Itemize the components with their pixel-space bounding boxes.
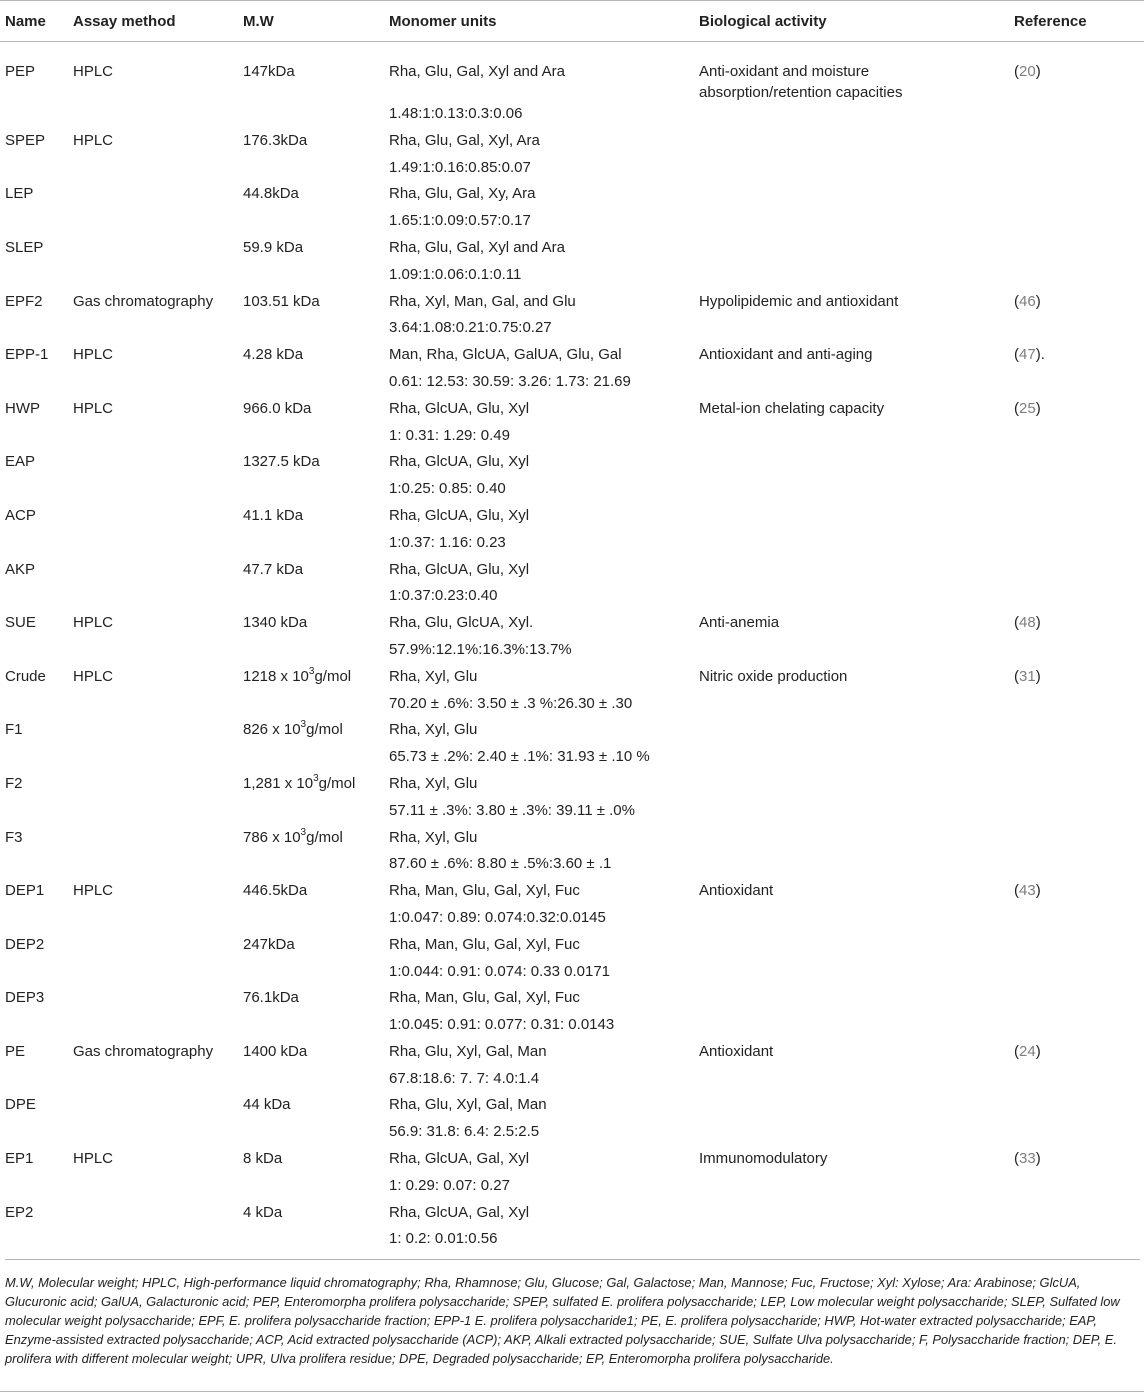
cell-assay-method: HPLC <box>73 131 114 149</box>
cell-reference <box>1014 344 1144 398</box>
reference-paren: ( <box>1014 63 1019 80</box>
table-row <box>0 291 1144 345</box>
monomer-list: Rha, GlcUA, Glu, Xyl <box>389 399 530 417</box>
reference-paren: ) <box>1035 667 1041 685</box>
column-header-biological-activity: Biological activity <box>699 1 1014 42</box>
monomer-ratio: 1.48:1:0.13:0.3:0.06 <box>389 105 523 122</box>
mw-value: 247kDa <box>243 935 295 953</box>
cell-monomer-units <box>389 1202 699 1267</box>
table-row <box>0 719 1144 773</box>
cell-mw <box>243 1041 389 1095</box>
cell-mw <box>243 987 389 1041</box>
table-row <box>0 987 1144 1041</box>
cell-monomer-units <box>389 1094 699 1148</box>
cell-biological-activity <box>699 451 1014 505</box>
reference-paren: ( <box>1014 292 1019 310</box>
cell-biological-activity <box>699 719 1014 773</box>
cell-name: PEP <box>5 63 36 80</box>
cell-assay-method: HPLC <box>73 1150 114 1168</box>
cell-mw <box>243 666 389 720</box>
cell-monomer-units <box>389 934 699 988</box>
mw-value: 176.3kDa <box>243 131 308 149</box>
cell-name: SUE <box>5 614 36 632</box>
reference-link[interactable]: 43 <box>1019 882 1036 900</box>
reference-paren: ( <box>1014 882 1019 900</box>
mw-value: 1218 x 10 <box>243 667 309 685</box>
cell-name: SLEP <box>5 238 44 256</box>
mw-unit: g/mol <box>306 721 343 739</box>
cell-mw <box>243 559 389 613</box>
mw-exponent: 3 <box>300 719 307 731</box>
cell-name: SPEP <box>5 131 46 149</box>
cell-biological-activity <box>699 827 1014 881</box>
cell-reference <box>1014 130 1144 184</box>
cell-monomer-units <box>389 1041 699 1095</box>
reference-link[interactable]: 33 <box>1019 1150 1036 1168</box>
mw-value: 1340 kDa <box>243 614 308 632</box>
cell-name: Crude <box>5 667 46 685</box>
cell-monomer-units <box>389 1148 699 1202</box>
cell-reference <box>1014 505 1144 559</box>
cell-assay-method: HPLC <box>73 882 114 900</box>
table-row <box>0 451 1144 505</box>
cell-monomer-units <box>389 827 699 881</box>
monomer-ratio: 1:0.047: 0.89: 0.074:0.32:0.0145 <box>389 908 606 926</box>
monomer-list: Rha, Glu, Gal, Xy, Ara <box>389 185 536 203</box>
monomer-ratio: 1: 0.31: 1.29: 0.49 <box>389 426 510 444</box>
cell-biological-activity: Anti-oxidant and moisture absorption/retention capacities <box>699 63 903 101</box>
monomer-ratio: 67.8:18.6: 7. 7: 4.0:1.4 <box>389 1069 540 1087</box>
cell-biological-activity: Anti-anemia <box>699 614 780 632</box>
table-row <box>0 1202 1144 1267</box>
mw-value: 103.51 kDa <box>243 292 320 310</box>
cell-monomer-units <box>389 130 699 184</box>
cell-reference <box>1014 719 1144 773</box>
cell-name: F1 <box>5 721 23 739</box>
cell-name: EAP <box>5 453 36 471</box>
cell-mw <box>243 934 389 988</box>
monomer-list: Rha, Xyl, Glu <box>389 721 478 739</box>
monomer-list: Rha, Glu, Gal, Xyl, Ara <box>389 131 540 149</box>
cell-mw <box>243 505 389 559</box>
cell-reference <box>1014 451 1144 505</box>
cell-monomer-units <box>389 612 699 666</box>
monomer-ratio: 65.73 ± .2%: 2.40 ± .1%: 31.93 ± .10 % <box>389 748 650 766</box>
mw-value: 147kDa <box>243 63 295 80</box>
cell-name: DEP2 <box>5 935 45 953</box>
cell-monomer-units <box>389 719 699 773</box>
reference-paren: ( <box>1014 346 1019 364</box>
cell-monomer-units <box>389 773 699 827</box>
reference-link[interactable]: 25 <box>1019 399 1036 417</box>
cell-mw <box>243 42 389 130</box>
monomer-ratio: 1: 0.29: 0.07: 0.27 <box>389 1176 510 1194</box>
cell-name: HWP <box>5 399 40 417</box>
cell-name: DEP1 <box>5 882 45 900</box>
mw-unit: g/mol <box>306 828 343 846</box>
cell-name: ACP <box>5 506 36 524</box>
cell-biological-activity: Nitric oxide production <box>699 667 848 685</box>
cell-reference <box>1014 398 1144 452</box>
cell-reference <box>1014 42 1144 130</box>
reference-paren: ) <box>1035 292 1041 310</box>
cell-name: EP1 <box>5 1150 34 1168</box>
cell-assay-method: HPLC <box>73 346 114 364</box>
cell-name: PE <box>5 1042 26 1060</box>
reference-paren: ( <box>1014 399 1019 417</box>
cell-biological-activity <box>699 183 1014 237</box>
cell-reference <box>1014 612 1144 666</box>
mw-value: 44.8kDa <box>243 185 299 203</box>
monomer-ratio: 1: 0.2: 0.01:0.56 <box>389 1230 498 1248</box>
monomer-list: Rha, Glu, Xyl, Gal, Man <box>389 1042 547 1060</box>
monomer-list: Rha, Man, Glu, Gal, Xyl, Fuc <box>389 989 580 1007</box>
cell-assay-method <box>73 505 243 559</box>
table-row <box>0 344 1144 398</box>
mw-value: 76.1kDa <box>243 989 299 1007</box>
cell-name: LEP <box>5 185 34 203</box>
cell-mw <box>243 1148 389 1202</box>
monomer-list: Rha, GlcUA, Gal, Xyl <box>389 1203 530 1221</box>
cell-mw <box>243 183 389 237</box>
cell-reference <box>1014 1041 1144 1095</box>
cell-biological-activity <box>699 934 1014 988</box>
table-row <box>0 130 1144 184</box>
monomer-list: Man, Rha, GlcUA, GalUA, Glu, Gal <box>389 346 622 364</box>
table-row <box>0 880 1144 934</box>
cell-reference <box>1014 183 1144 237</box>
table-row <box>0 612 1144 666</box>
reference-paren: ) <box>1035 399 1041 417</box>
table-row <box>0 773 1144 827</box>
column-header-reference: Reference <box>1014 1 1144 42</box>
reference-paren: ) <box>1035 614 1041 632</box>
cell-name: F2 <box>5 774 23 792</box>
mw-value: 4.28 kDa <box>243 346 304 364</box>
cell-biological-activity <box>699 559 1014 613</box>
monomer-ratio: 57.9%:12.1%:16.3%:13.7% <box>389 640 572 658</box>
table-row <box>0 559 1144 613</box>
cell-monomer-units <box>389 451 699 505</box>
reference-link[interactable]: 31 <box>1019 667 1036 685</box>
cell-biological-activity: Immunomodulatory <box>699 1150 828 1168</box>
cell-assay-method <box>73 719 243 773</box>
table-row <box>0 827 1144 881</box>
monomer-list: Rha, Xyl, Man, Gal, and Glu <box>389 292 576 310</box>
cell-monomer-units <box>389 398 699 452</box>
cell-name: F3 <box>5 828 23 846</box>
mw-value: 44 kDa <box>243 1096 291 1114</box>
cell-reference <box>1014 666 1144 720</box>
reference-paren: ) <box>1035 882 1041 900</box>
cell-monomer-units <box>389 880 699 934</box>
table-row <box>0 934 1144 988</box>
reference-paren: ) <box>1035 1042 1041 1060</box>
reference-paren: ( <box>1014 1042 1019 1060</box>
cell-monomer-units <box>389 344 699 398</box>
header-row <box>0 1 1144 42</box>
mw-value: 786 x 10 <box>243 828 301 846</box>
reference-paren: ( <box>1014 667 1019 685</box>
cell-assay-method <box>73 237 243 291</box>
cell-reference <box>1014 1094 1144 1148</box>
reference-paren: ) <box>1035 346 1041 364</box>
cell-reference <box>1014 559 1144 613</box>
monomer-list: Rha, Glu, Gal, Xyl and Ara <box>389 63 565 80</box>
cell-monomer-units <box>389 42 699 130</box>
cell-biological-activity: Antioxidant <box>699 882 774 900</box>
mw-unit: g/mol <box>318 774 356 792</box>
cell-name: DPE <box>5 1096 36 1114</box>
monomer-ratio: 0.61: 12.53: 30.59: 3.26: 1.73: 21.69 <box>389 372 631 390</box>
cell-name: EPP-1 <box>5 346 49 364</box>
table-row <box>0 505 1144 559</box>
cell-reference <box>1014 880 1144 934</box>
cell-assay-method: HPLC <box>73 399 114 417</box>
monomer-list: Rha, GlcUA, Glu, Xyl <box>389 560 530 578</box>
reference-paren: ( <box>1014 1150 1019 1168</box>
cell-assay-method <box>73 183 243 237</box>
monomer-list: Rha, Glu, GlcUA, Xyl. <box>389 614 534 632</box>
monomer-ratio: 56.9: 31.8: 6.4: 2.5:2.5 <box>389 1123 540 1141</box>
cell-reference <box>1014 987 1144 1041</box>
monomer-ratio: 70.20 ± .6%: 3.50 ± .3 %:26.30 ± .30 <box>389 694 633 712</box>
monomer-ratio: 3.64:1.08:0.21:0.75:0.27 <box>389 319 552 337</box>
cell-biological-activity: Antioxidant <box>699 1042 774 1060</box>
cell-name: AKP <box>5 560 36 578</box>
table-row <box>0 666 1144 720</box>
table-footnote: M.W, Molecular weight; HPLC, High-performance liquid chromatography; Rha, Rhamnose; Glu, Glucose; Gal, Galactose; Man, Mannose; Fuc, Fructose; Xyl: Xylose; Ara: Arabinose; GlcUA, Glucuronic acid; GalUA, Galacturonic acid; PEP, Enteromorpha prolifera polysaccharide; SPEP, sulfated E. prolifera polysaccharide; LEP, Low molecular weight polysaccharide; SLEP, Sulfated low molecular weight polysaccharide; EPF, E. prolifera polysaccharide fraction; EPP-1 E. prolifera polysaccharide1; PE, E. prolifera polysaccharide; HWP, Hot-water extracted polysaccharide; EAP, Enzyme-assisted extracted polysaccharide; ACP, Acid extracted polysaccharide (ACP); AKP, Alkali extracted polysaccharide; SUE, Sulfate Ulva polysaccharide; F, Polysaccharide fraction; DEP, E. prolifera with different molecular weight; UPR, Ulva prolifera residue; DPE, Degraded polysaccharide; EP, Enteromorpha prolifera polysaccharide. <box>5 1259 1140 1368</box>
monomer-list: Rha, Xyl, Glu <box>389 667 478 685</box>
cell-assay-method <box>73 934 243 988</box>
table-body <box>0 42 1144 1267</box>
cell-reference <box>1014 827 1144 881</box>
cell-mw <box>243 451 389 505</box>
cell-assay-method <box>73 559 243 613</box>
cell-mw <box>243 827 389 881</box>
monomer-list: Rha, Man, Glu, Gal, Xyl, Fuc <box>389 935 580 953</box>
monomer-ratio: 1.09:1:0.06:0.1:0.11 <box>389 265 522 283</box>
table-row <box>0 1148 1144 1202</box>
mw-value: 1,281 x 10 <box>243 774 314 792</box>
mw-exponent: 3 <box>308 665 315 677</box>
cell-assay-method <box>73 827 243 881</box>
monomer-ratio: 1:0.37:0.23:0.40 <box>389 587 498 605</box>
monomer-ratio: 1:0.25: 0.85: 0.40 <box>389 480 506 498</box>
cell-reference <box>1014 1148 1144 1202</box>
monomer-list: Rha, GlcUA, Gal, Xyl <box>389 1150 530 1168</box>
cell-reference <box>1014 237 1144 291</box>
table-row <box>0 398 1144 452</box>
monomer-ratio: 1:0.37: 1.16: 0.23 <box>389 533 506 551</box>
monomer-list: Rha, GlcUA, Glu, Xyl <box>389 453 530 471</box>
cell-monomer-units <box>389 666 699 720</box>
column-header-mw: M.W <box>243 1 389 42</box>
reference-paren: ) <box>1035 63 1041 80</box>
cell-mw <box>243 398 389 452</box>
cell-biological-activity <box>699 1094 1014 1148</box>
reference-paren: ( <box>1014 614 1019 632</box>
cell-monomer-units <box>389 183 699 237</box>
cell-reference <box>1014 934 1144 988</box>
cell-mw <box>243 773 389 827</box>
cell-mw <box>243 291 389 345</box>
monomer-list: Rha, Xyl, Glu <box>389 828 478 846</box>
table-row <box>0 183 1144 237</box>
mw-exponent: 3 <box>313 772 319 784</box>
cell-assay-method <box>73 773 243 827</box>
column-header-monomer-units: Monomer units <box>389 1 699 42</box>
table-row <box>0 42 1144 130</box>
reference-link[interactable]: 48 <box>1019 614 1036 632</box>
mw-exponent: 3 <box>300 826 307 838</box>
reference-link[interactable]: 47 <box>1019 346 1036 364</box>
cell-monomer-units <box>389 291 699 345</box>
cell-mw <box>243 1202 389 1267</box>
cell-assay-method <box>73 1094 243 1148</box>
cell-monomer-units <box>389 237 699 291</box>
bottom-rule <box>0 1391 1144 1392</box>
mw-unit: g/mol <box>314 667 352 685</box>
cell-biological-activity <box>699 237 1014 291</box>
monomer-list: Rha, Glu, Xyl, Gal, Man <box>389 1096 547 1114</box>
mw-value: 41.1 kDa <box>243 506 304 524</box>
mw-value: 47.7 kDa <box>243 560 304 578</box>
monomer-ratio: 1:0.044: 0.91: 0.074: 0.33 0.0171 <box>389 962 611 980</box>
reference-link[interactable]: 24 <box>1019 1042 1036 1060</box>
cell-assay-method <box>73 451 243 505</box>
cell-assay-method: HPLC <box>73 667 114 685</box>
monomer-ratio: 57.11 ± .3%: 3.80 ± .3%: 39.11 ± .0% <box>389 801 635 819</box>
cell-reference <box>1014 773 1144 827</box>
cell-biological-activity <box>699 773 1014 827</box>
reference-suffix: . <box>1040 346 1045 364</box>
cell-biological-activity <box>699 1202 1014 1267</box>
mw-value: 8 kDa <box>243 1150 283 1168</box>
monomer-list: Rha, Xyl, Glu <box>389 774 478 792</box>
mw-value: 59.9 kDa <box>243 238 304 256</box>
cell-assay-method: HPLC <box>73 63 114 80</box>
cell-assay-method: HPLC <box>73 614 114 632</box>
cell-name: EPF2 <box>5 292 43 310</box>
table-row <box>0 1094 1144 1148</box>
monomer-ratio: 1.49:1:0.16:0.85:0.07 <box>389 158 531 176</box>
reference-link[interactable]: 46 <box>1019 292 1036 310</box>
monomer-ratio: 1.65:1:0.09:0.57:0.17 <box>389 212 531 230</box>
cell-name: DEP3 <box>5 989 45 1007</box>
cell-assay-method: Gas chromatography <box>73 292 214 310</box>
cell-biological-activity <box>699 130 1014 184</box>
cell-monomer-units <box>389 559 699 613</box>
cell-assay-method <box>73 1202 243 1267</box>
mw-value: 1327.5 kDa <box>243 453 320 471</box>
cell-mw <box>243 719 389 773</box>
monomer-ratio: 1:0.045: 0.91: 0.077: 0.31: 0.0143 <box>389 1016 615 1034</box>
cell-biological-activity <box>699 505 1014 559</box>
cell-assay-method: Gas chromatography <box>73 1042 214 1060</box>
mw-value: 826 x 10 <box>243 721 301 739</box>
monomer-list: Rha, GlcUA, Glu, Xyl <box>389 506 530 524</box>
cell-mw <box>243 130 389 184</box>
cell-mw <box>243 880 389 934</box>
mw-value: 1400 kDa <box>243 1042 308 1060</box>
table-row <box>0 1041 1144 1095</box>
cell-biological-activity: Antioxidant and anti-aging <box>699 346 873 364</box>
cell-biological-activity: Metal-ion chelating capacity <box>699 399 885 417</box>
mw-value: 966.0 kDa <box>243 399 312 417</box>
cell-biological-activity <box>699 987 1014 1041</box>
cell-monomer-units <box>389 987 699 1041</box>
table-row <box>0 237 1144 291</box>
column-header-assay-method: Assay method <box>73 1 243 42</box>
cell-biological-activity: Hypolipidemic and antioxidant <box>699 292 899 310</box>
cell-mw <box>243 237 389 291</box>
mw-value: 446.5kDa <box>243 882 308 900</box>
cell-name: EP2 <box>5 1203 34 1221</box>
reference-link[interactable]: 20 <box>1019 63 1036 80</box>
monomer-list: Rha, Man, Glu, Gal, Xyl, Fuc <box>389 882 580 900</box>
cell-mw <box>243 612 389 666</box>
monomer-list: Rha, Glu, Gal, Xyl and Ara <box>389 238 565 256</box>
cell-mw <box>243 344 389 398</box>
cell-monomer-units <box>389 505 699 559</box>
mw-value: 4 kDa <box>243 1203 283 1221</box>
cell-reference <box>1014 1202 1144 1267</box>
column-header-name: Name <box>0 1 73 42</box>
reference-paren: ) <box>1035 1150 1041 1168</box>
cell-reference <box>1014 291 1144 345</box>
monomer-ratio: 87.60 ± .6%: 8.80 ± .5%:3.60 ± .1 <box>389 855 612 873</box>
cell-mw <box>243 1094 389 1148</box>
cell-assay-method <box>73 987 243 1041</box>
